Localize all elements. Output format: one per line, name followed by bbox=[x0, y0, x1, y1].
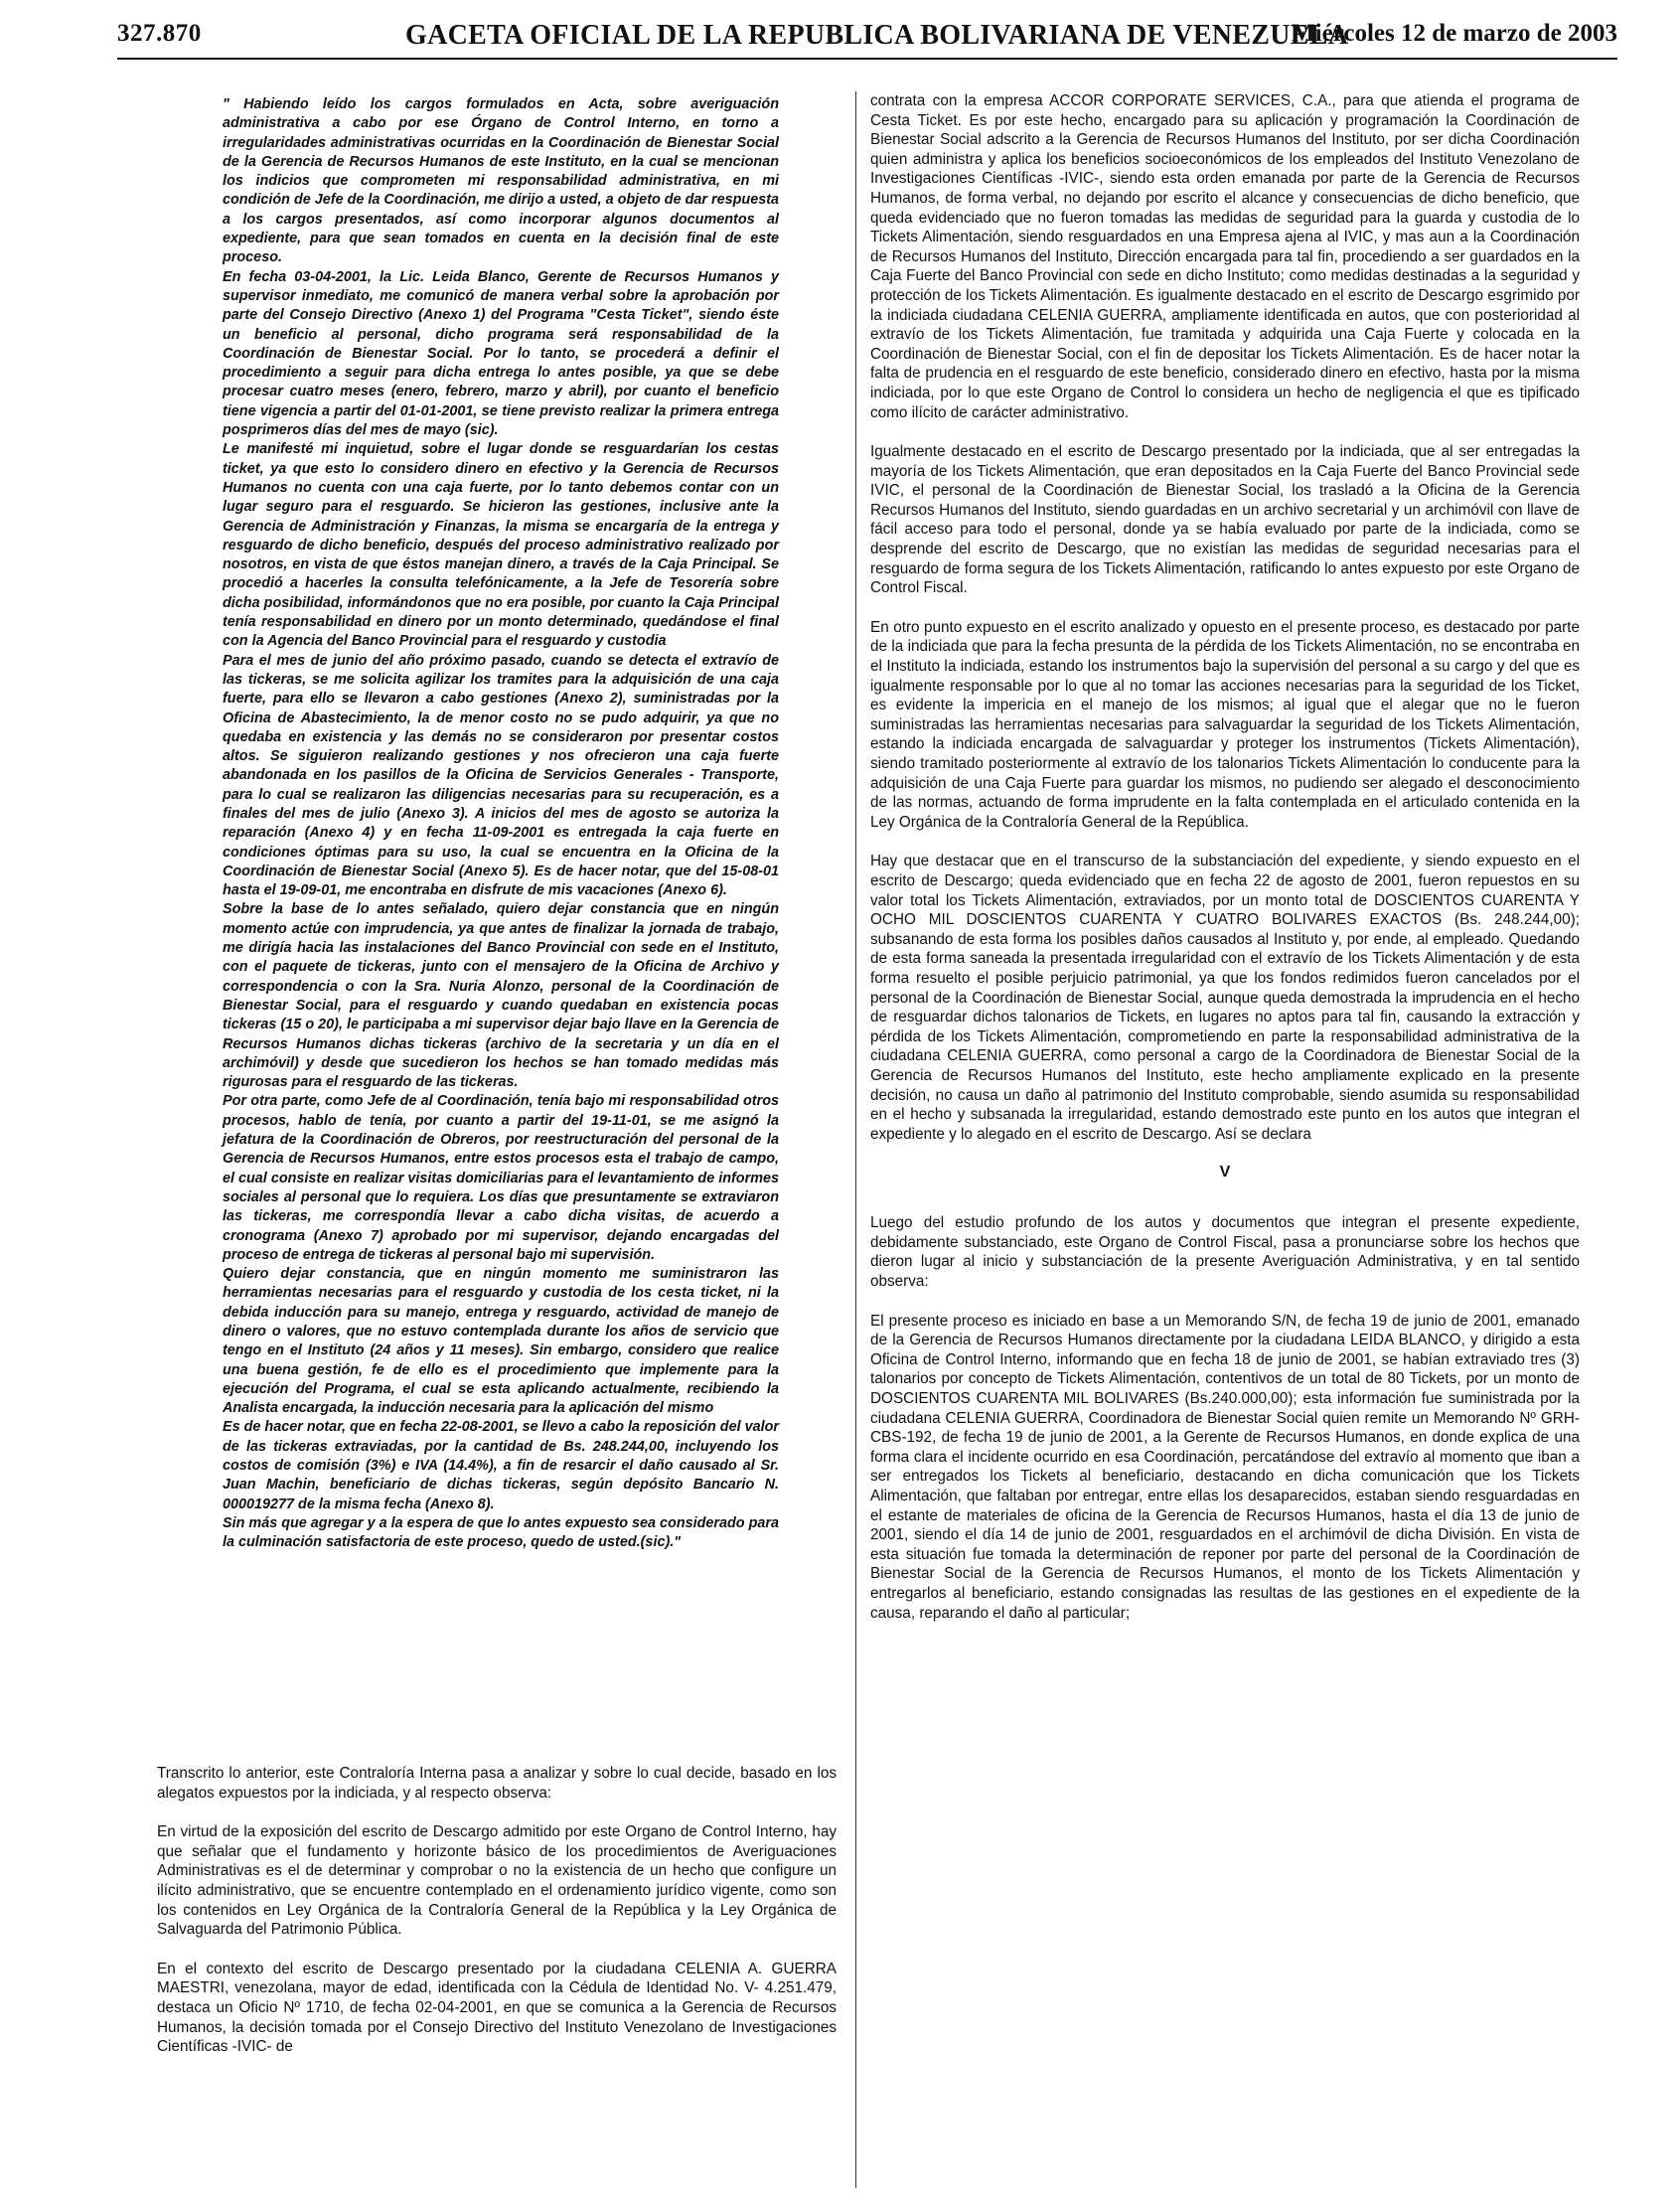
body-paragraph: Igualmente destacado en el escrito de Descargo presentado por la indiciada, que al ser entregadas la mayoría de los Tickets Alimentación, que eran depositados en la Caja Fuerte del Banco Provincial sede IVIC, el personal de la Coordinación de Bienestar Social, los trasladó a la Oficina de la Gerencia Recursos Humanos del Instituto, siendo guardadas en un archivo secretarial y un archimóvil con llave de fácil acceso para todo el personal, donde ya se había evaluado por parte de la indiciada, como se desprende del escrito de Descargo, que no existían las medidas de seguridad necesarias para el resguardo de forma segura de los Tickets Alimentación, ratificando lo antes expuesto por este Organo de Control Fiscal. bbox=[870, 443, 1580, 597]
left-column-quote bbox=[223, 95, 779, 1553]
header-rule bbox=[117, 58, 1617, 60]
left-column-body bbox=[157, 1764, 837, 2077]
body-paragraph: Transcrito lo anterior, este Contraloría Interna pasa a analizar y sobre lo cual decide, basado en los alegatos expuestos por la indiciada, y al respecto observa: bbox=[157, 1765, 837, 1802]
section-heading: V bbox=[1219, 1164, 1231, 1182]
quote-paragraph: Por otra parte, como Jefe de al Coordinación, tenía bajo mi responsabilidad otros procesos, hablo de tenía, por cuanto a partir del 19-11-01, se me asignó la jefatura de la Coordinación de Obreros, por reestructuración del personal de la Gerencia de Recursos Humanos, entre estos procesos esta el trabajo de campo, el cual consiste en realizar visitas domiciliarias para el levantamiento de informes sociales al personal que lo requiera. Los días que presuntamente se extraviaron las tickeras, me correspondía llevar a cabo dicha visitas, de acuerdo a cronograma (Anexo 7) aprobado por mi supervisor, dejando encargadas del proceso de entrega de tickeras al personal bajo mi supervisión. bbox=[223, 1093, 779, 1263]
quote-paragraph: Sin más que agregar y a la espera de que lo antes expuesto sea considerado para la culminación satisfactoria de este proceso, quedo de usted.(sic)." bbox=[223, 1514, 779, 1551]
issue-date: Miércoles 12 de marzo de 2003 bbox=[1292, 20, 1617, 47]
quote-paragraph: Sobre la base de lo antes señalado, quiero dejar constancia que en ningún momento actúe con imprudencia, ya que antes de finalizar la jornada de trabajo, me dirigía hacia las instalaciones del Banco Provincial con sede en el Instituto, con el paquete de tickeras, junto con el mensajero de la Oficina de Archivo y correspondencia o con la Sra. Nuria Alonzo, personal de la Coordinación de Bienestar Social, para el resguardo y cuando quedaban en existencia pocas tickeras (15 o 20), le participaba a mi supervisor dejar bajo llave en la Gerencia de Recursos Humanos dichas tickeras (archivo de la secretaria y un día en el archimóvil) y desde que sucedieron los hechos se han tomado medidas más rigurosas para el resguardo de las tickeras. bbox=[223, 901, 779, 1091]
gazette-title: GACETA OFICIAL DE LA REPUBLICA BOLIVARIANA DE VENEZUELA bbox=[405, 20, 1349, 51]
body-paragraph: Hay que destacar que en el transcurso de la substanciación del expediente, y siendo expuesto en el escrito de Descargo; queda evidenciado que en fecha 22 de agosto de 2001, fueron repuestos en su valor total los Tickets Alimentación, extraviados, por un monto total de DOSCIENTOS CUARENTA Y OCHO MIL DOSCIENTOS CUARENTA Y CUATRO BOLIVARES EXACTOS (Bs. 248.244,00); subsanando de esta forma los posibles daños causados al Instituto y, por ende, al empleado. Quedando de esta forma saneada la presentada irregularidad con el extravío de los Tickets Alimentación y de esta forma resuelto el posible perjuicio patrimonial, ya que los fondos redimidos fueron cancelados por el personal de la Coordinación de Bienestar Social, aunque queda demostrada la imprudencia en el hecho de resguardar dichos talonarios de Tickets, en lugares no aptos para tal fin, causando la extracción y pérdida de los Tickets Alimentación, comprometiendo en parte la responsabilidad administrativa de la ciudadana CELENIA GUERRA, como personal a cargo de la Coordinadora de Bienestar Social de la Gerencia de Recursos Humanos del Instituto, este hecho ampliamente explicado en la presente decisión, no causa un daño al patrimonio del Instituto comprobable, siendo asumida su responsabilidad en el hecho y subsanada la irregularidad, estando demostrado este punto en los autos que integran el expediente y lo alegado en el escrito de Descargo. Así se declara bbox=[870, 853, 1580, 1143]
page-number: 327.870 bbox=[117, 20, 202, 47]
quote-paragraph: Es de hacer notar, que en fecha 22-08-2001, se llevo a cabo la reposición del valor de las tickeras extraviadas, por la cantidad de Bs. 248.244,00, incluyendo los costos de comisión (3%) e IVA (14.4%), a fin de resarcir el daño causado al Sr. Juan Machin, beneficiario de dichas tickeras, según depósito Bancario N. 000019277 de la misma fecha (Anexo 8). bbox=[223, 1419, 779, 1512]
quote-paragraph: En fecha 03-04-2001, la Lic. Leida Blanco, Gerente de Recursos Humanos y supervisor inmediato, me comunicó de manera verbal sobre la aprobación por parte del Consejo Directivo (Anexo 1) del Programa "Cesta Ticket", siendo éste un beneficio al personal, dicho programa será responsabilidad de la Coordinación de Bienestar Social. Por lo tanto, se procederá a definir el procedimiento a seguir para dicha entrega lo antes posible, ya que se debe procesar cuatro meses (enero, febrero, marzo y abril), por cuanto el beneficio tiene vigencia a partir del 01-01-2001, se tiene previsto realizar la primera entrega posprimeros días del mes de mayo (sic). bbox=[223, 268, 779, 439]
quote-paragraph: Para el mes de junio del año próximo pasado, cuando se detecta el extravío de las tickeras, se me solicita agilizar los tramites para la adquisición de una caja fuerte, para ello se llevaron a cabo gestiones (Anexo 2), suministradas por la Oficina de Abastecimiento, la de menor costo no se pudo adquirir, ya que no quedaba en existencia y las demás no se consideraron por presentar costos altos. Se siguieron realizando gestiones y nos ofrecieron una caja fuerte abandonada en los pasillos de la Oficina de Servicios Generales - Transporte, para lo cual se realizaron las diligencias necesarias para su recuperación, es a finales del mes de julio (Anexo 3). A inicios del mes de agosto se autoriza la reparación (Anexo 4) y en fecha 11-09-2001 es entregada la caja fuerte en condiciones óptimas para su uso, la cual se encuentra en la Oficina de la Coordinación de Bienestar Social (Anexo 5). Es de hacer notar, que del 15-08-01 hasta el 19-09-01, me encontraba en disfrute de mis vacaciones (Anexo 6). bbox=[223, 652, 779, 899]
quote-paragraph: " Habiendo leído los cargos formulados en Acta, sobre averiguación administrativa a cabo por ese Órgano de Control Interno, en torno a irregularidades administrativas ocurridas en la Coordinación de Bienestar Social de la Gerencia de Recursos Humanos de este Instituto, en la cual se mencionan los indicios que comprometen mi responsabilidad administrativa, en mi condición de Jefe de la Coordinación, me dirijo a usted, a objeto de dar respuesta a los cargos presentados, así como incorporar algunos documentos al expediente, para que sean tomados en cuenta en la decisión final de este proceso. bbox=[223, 96, 779, 266]
quote-paragraph: Quiero dejar constancia, que en ningún momento me suministraron las herramientas necesarias para el resguardo y custodia de los cesta ticket, ni la debida inducción para su manejo, entrega y resguardo, actividad de manejo de dinero o valores, que no estuvo contemplada durante los años de servicio que tengo en el Instituto (24 años y 11 meses). Sin embargo, considero que realice una buena gestión, fe de ello es el procedimiento que implemente para la ejecución del Programa, el cual se esta aplicando actualmente, recibiendo la Analista encargada, la inducción necesaria para la aplicación del mismo bbox=[223, 1266, 779, 1417]
body-paragraph: En otro punto expuesto en el escrito analizado y opuesto en el presente proceso, es destacado por parte de la indiciada que para la fecha presunta de la pérdida de los Tickets Alimentación, no se encontraba en el Instituto la indiciada, estando los instrumentos bajo la supervisión del personal a su cargo y del que es igualmente responsable por lo que al no tomar las acciones necesarias para la seguridad de los Ticket, es evidente la impericia en el manejo de los mismos; al igual que el alegar que no le fueron suministradas las herramientas necesarias para salvaguardar la seguridad de los Tickets Alimentación, estando la indiciada encargada de salvaguardar y proteger los instrumentos (Tickets Alimentación), siendo tramitado posteriormente al extravío de los talonarios Tickets Alimentación lo conducente para la adquisición de una Caja Fuerte para guardar los mismos, no pudiendo ser alegado el desconocimiento de las normas, actuando de forma imprudente en la falta contemplada en el articulado contenida en la Ley Orgánica de la Contraloría General de la República. bbox=[870, 618, 1580, 831]
body-paragraph: En el contexto del escrito de Descargo presentado por la ciudadana CELENIA A. GUERRA MAESTRI, venezolana, mayor de edad, identificada con la Cédula de Identidad No. V- 4.251.479, destaca un Oficio Nº 1710, de fecha 02-04-2001, en que se comunica a la Gerencia de Recursos Humanos, la decisión tomada por el Consejo Directivo del Instituto Venezolano de Investigaciones Científicas -IVIC- de bbox=[157, 1960, 837, 2056]
body-paragraph: contrata con la empresa ACCOR CORPORATE SERVICES, C.A., para que atienda el programa de Cesta Ticket. Es por este hecho, encargado para su aplicación y programación la Coordinación de Bienestar Social adscrito a la Gerencia de Recursos Humanos del Instituto, por ser dicha Coordinación quien administra y aplica los beneficios socioeconómicos de los empleados del Instituto Venezolano de Investigaciones Científicas -IVIC-, siendo esta orden emanada por parte de la Gerencia de Recursos Humanos, de forma verbal, no dejando por escrito el alcance y consecuencias de dicho beneficio, que queda evidenciado que no fueron tomadas las medidas de seguridad para la guarda y custodia de lo Tickets Alimentación, siendo resguardados en una Empresa ajena al IVIC, y mas aun a la Coordinación de Recursos Humanos del Instituto, Dirección encargada para tal fin, procediendo a ser guardados en la Caja Fuerte del Banco Provincial con sede en dicho Instituto; como medidas destinadas a la seguridad y protección de los Tickets Alimentación. Es igualmente destacado en el escrito de Descargo esgrimido por la indiciada ciudadana CELENIA GUERRA, ampliamente identificada en autos, que con posterioridad al extravío de los Tickets Alimentación, fue tramitada y adquirida una Caja Fuerte y colocada en la Coordinación de Bienestar Social, con el fin de depositar los Tickets Alimentación. Es de hacer notar la falta de prudencia en el resguardo de este beneficio, considerado dinero en efectivo, hasta por la misma indiciada, por lo que este Organo de Control lo considera un hecho de negligencia el que es tipificado como ilícito de carácter administrativo. bbox=[870, 92, 1580, 421]
column-divider bbox=[855, 91, 856, 2188]
right-column bbox=[870, 91, 1580, 1643]
body-paragraph: En virtud de la exposición del escrito de Descargo admitido por este Organo de Control Interno, hay que señalar que el fundamento y horizonte básico de los procedimientos de Averiguaciones Administrativas es el de determinar y comprobar o no la existencia de un hecho que configure un ilícito administrativo, que se encuentre contemplado en el ordenamiento jurídico vigente, como son los contenidos en Ley Orgánica de la Contraloría General de la República y la Ley Orgánica de Salvaguarda del Patrimonio Pública. bbox=[157, 1823, 837, 1939]
quote-paragraph: Le manifesté mi inquietud, sobre el lugar donde se resguardarían los cestas ticket, ya que esto lo considero dinero en efectivo y la Gerencia de Recursos Humanos no cuenta con una caja fuerte, por lo tanto debemos contar con un lugar seguro para el resguardo. Se hicieron las gestiones, inclusive ante la Gerencia de Administración y Finanzas, la misma se encargaría de la entrega y resguardo de dicho beneficio, después del proceso administrativo realizado por nosotros, en vista de que éstos manejan dinero, a través de la Caja Principal. Se procedió a hacerles la consulta telefónicamente, a la Jefe de Tesorería sobre dicha posibilidad, informándonos que no era posible, por cuanto la Caja Principal tenía responsabilidad en dinero por un monto determinado, quedándose el final con la Agencia del Banco Provincial para el resguardo y custodia bbox=[223, 441, 779, 650]
body-paragraph: El presente proceso es iniciado en base a un Memorando S/N, de fecha 19 de junio de 2001, emanado de la Gerencia de Recursos Humanos directamente por la ciudadana LEIDA BLANCO, y dirigido a esta Oficina de Control Interno, informando que en fecha 18 de junio de 2001, se habían extraviado tres (3) talonarios por concepto de Tickets Alimentación, contentivos de un total de 80 Tickets, por un monto de DOSCIENTOS CUARENTA MIL BOLIVARES (Bs.240.000,00); esta información fue suministrada por la ciudadana CELENIA GUERRA, Coordinadora de Bienestar Social quien remite un Memorando Nº GRH-CBS-192, de fecha 19 de junio de 2001, a la Gerente de Recursos Humanos, en donde explica de una forma clara el incidente ocurrido en esa Coordinación, percatándose del extravío al momento que iban a ser entregados los Tickets al beneficiario, destacando en dicha comunicación que los Tickets Alimentación, que faltaban por entregar, entre ellas los desaparecidos, estaban siendo resguardadas en el estante de materiales de oficina de la Gerencia de Recursos Humanos, hasta el día 13 de junio de 2001, siendo el día 14 de junio de 2001, resguardados en el archimóvil de dicha División. En vista de esta situación fue tomada la determinación de reponer por parte del personal de la Coordinación de Bienestar Social de la Gerencia de Recursos Humanos, el monto de los Tickets Alimentación y entregarlos al beneficiario, estando consignadas las resultas de las gestiones en el expediente de la causa, reparando el daño al particular; bbox=[870, 1312, 1580, 1622]
body-paragraph: Luego del estudio profundo de los autos y documentos que integran el presente expediente, debidamente substanciado, este Organo de Control Fiscal, pasa a pronunciarse sobre los hechos que dieron lugar al inicio y substanciación de la presente Averiguación Administrativa, y en tal sentido observa: bbox=[870, 1214, 1580, 1291]
page-header bbox=[117, 14, 1617, 54]
